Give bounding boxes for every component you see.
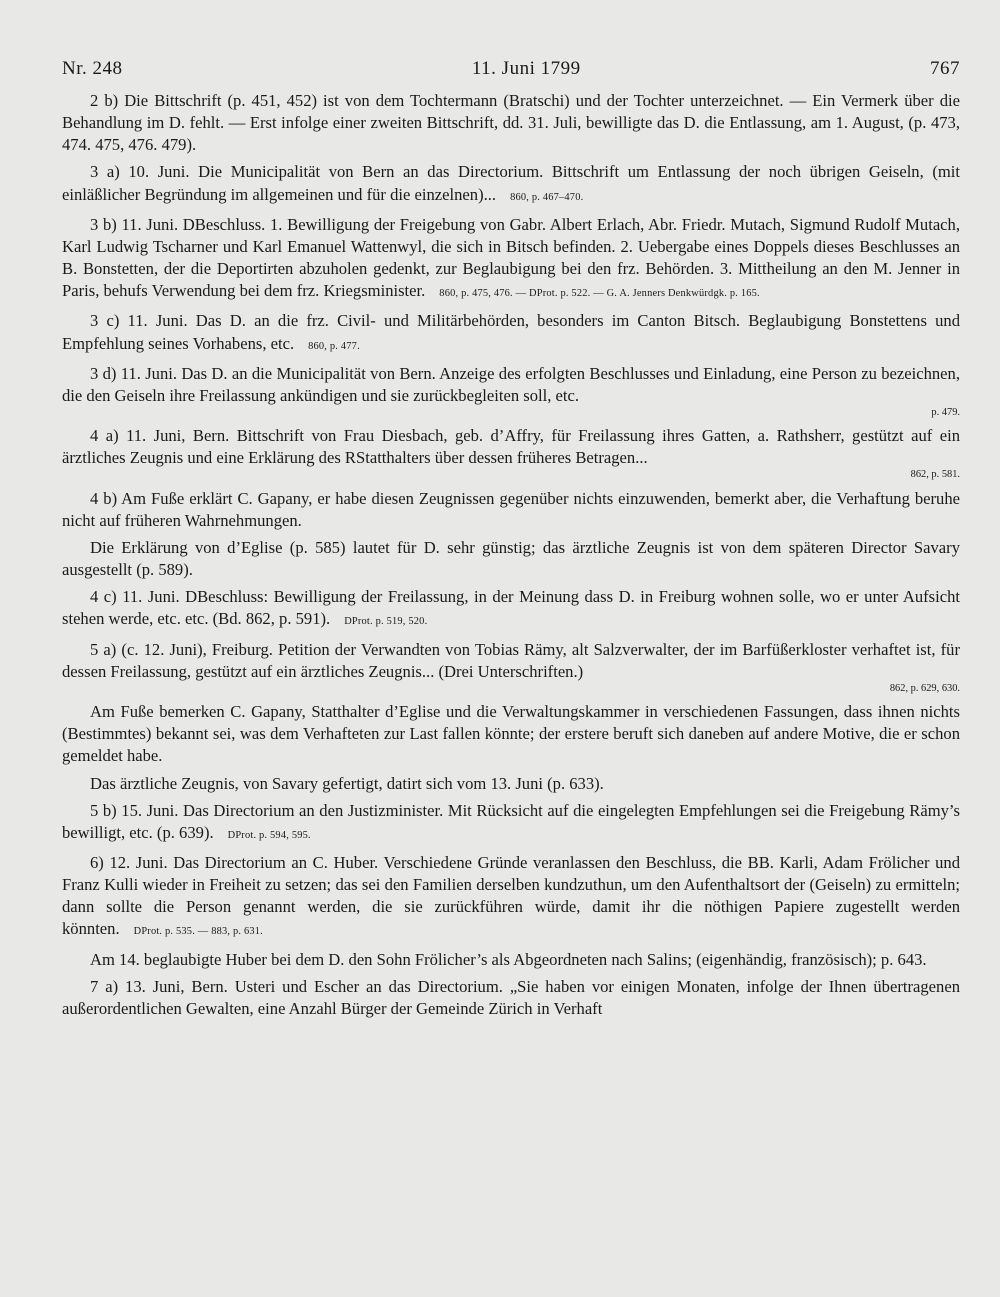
entry-text: Die Erklärung von d’Eglise (p. 585) lautet für D. sehr günstig; das ärztliche Zeugnis ist von dem späteren Director Savary ausgestellt (p. 589). [62,537,960,579]
archive-reference: DProt. p. 594, 595. [227,829,311,841]
entry-text: Am 14. beglaubigte Huber bei dem D. den Sohn Frölicher’s als Abgeordneten nach Salins; (eigenhändig, französisch); p. 643. [90,949,927,969]
entry-text: 3 a) 10. Juni. Die Municipalität von Bern an das Directorium. Bittschrift um Entlassung der noch übrigen Geiseln, (mit einläßlicher Begründung im allgemeinen und für die einzelnen)... [62,162,960,204]
entry-5a [62,639,960,696]
entry-5b [62,800,960,847]
entry-text: 4 c) 11. Juni. DBeschluss: Bewilligung der Freilassung, in der Meinung dass D. in Freiburg wohnen solle, wo er unter Aufsicht stehen werde, etc. etc. (Bd. 862, p. 591). [62,587,960,629]
archive-reference: DProt. p. 519, 520. [344,616,428,628]
entry-text: 7 a) 13. Juni, Bern. Usteri und Escher an das Directorium. „Sie haben vor einigen Monaten, infolge der Ihnen übertragenen außerordentlichen Gewalten, eine Anzahl Bürger der Gemeinde Zürich in Verhaft [62,977,960,1019]
entry-6-note [62,949,960,971]
entry-text: 3 c) 11. Juni. Das D. an die frz. Civil- und Militärbehörden, besonders im Canton Bitsch. Beglaubigung Bonstettens und Empfehlung seines Vorhabens, etc. [62,311,960,353]
entry-7a [62,976,960,1020]
entry-5a-certificate [62,773,960,795]
page-number: 767 [930,58,960,79]
page-date: 11. Juni 1799 [471,58,581,79]
entry-text: 6) 12. Juni. Das Directorium an C. Huber. Verschiedene Gründe veranlassen den Beschluss, die BB. Karli, Adam Frölicher und Franz Kulli wieder in Freiheit zu setzen; das sei den Familien derselben kundzuthun, um den Aufenthaltsort der (Geiseln) zu ermitteln; dann sollte die Person genannt werden, die sie zurückführen würde, damit ihr die nöthigen Papiere zugestellt werden könnten. [62,853,960,939]
archive-reference: 862, p. 629, 630. [889,682,960,694]
entry-text: 4 b) Am Fuße erklärt C. Gapany, er habe diesen Zeugnissen gegenüber nichts einzuwenden, bemerkt aber, die Verhaftung beruhe nicht auf früheren Wahrnehmungen. [62,488,960,530]
entry-text: Das ärztliche Zeugnis, von Savary gefertigt, datirt sich vom 13. Juni (p. 633). [90,773,604,793]
entry-5a-note [62,701,960,767]
entry-3c [62,310,960,357]
entry-text: 5 a) (c. 12. Juni), Freiburg. Petition der Verwandten von Tobias Rämy, alt Salzverwalter, der im Barfüßerkloster verhaftet ist, für dessen Freilassung, gestützt auf ein ärztliches Zeugnis... (Drei Unterschriften.) [62,639,960,681]
entry-text: 3 d) 11. Juni. Das D. an die Municipalität von Bern. Anzeige des erfolgten Beschlusses und Einladung, eine Person zu bezeichnen, die den Geiseln ihre Freilassung ankündigen und sie zurückbegleiten soll, etc. [62,363,960,405]
entry-text: 3 b) 11. Juni. DBeschluss. 1. Bewilligung der Freigebung von Gabr. Albert Erlach, Abr. Friedr. Mutach, Sigmund Rudolf Mutach, Karl Ludwig Tscharner und Karl Emanuel Wattenwyl, die sich in Bitsch befinden. 2. Uebergabe eines Doppels dieses Beschlusses an B. Bonstetten, der die Deportirten abzuholen gedenkt, zur Beglaubigung bei den frz. Behörden. 3. Mittheilung an den M. Jenner in Paris, behufs Verwendung bei dem frz. Kriegsminister. [62,214,960,301]
document-number: Nr. 248 [62,58,123,79]
entry-4b-note [62,537,960,581]
entry-4a [62,425,960,482]
archive-reference: 860, p. 477. [308,340,360,352]
entry-3d [62,363,960,420]
entry-6 [62,852,960,943]
entry-text: 2 b) Die Bittschrift (p. 451, 452) ist von dem Tochtermann (Bratschi) und der Tochter unterzeichnet. — Ein Vermerk über die Behandlung im D. fehlt. — Erst infolge einer zweiten Bittschrift, dd. 31. Juli, bewilligte das D. die Entlassung, am 1. August, (p. 473, 474. 475, 476. 479). [62,91,960,155]
entry-3b [62,214,960,305]
entry-3a [62,161,960,208]
entry-text: Am Fuße bemerken C. Gapany, Statthalter d’Eglise und die Verwaltungskammer in verschiedenen Fassungen, dass ihnen nichts (Bestimmtes) bekannt sei, was dem Verhafteten zur Last fallen könnte; der erstere beruft sich daneben auf andere Motive, die er schon gemeldet habe. [62,702,960,766]
archive-reference: 862, p. 581. [910,469,960,481]
entry-text: 4 a) 11. Juni, Bern. Bittschrift von Frau Diesbach, geb. d’Affry, für Freilassung ihres Gatten, a. Rathsherr, gestützt auf ein ärztliches Zeugnis und eine Erklärung des RStatthalters über dessen früheres Betragen... [62,426,960,468]
entries-body [62,90,960,1020]
archive-reference: 860, p. 467–470. [510,191,584,203]
archive-reference: DProt. p. 535. — 883, p. 631. [133,926,263,938]
entry-2b [62,90,960,156]
page-header [62,58,960,80]
entry-4c [62,586,960,633]
archive-reference: p. 479. [931,406,960,418]
entry-text: 5 b) 15. Juni. Das Directorium an den Justizminister. Mit Rücksicht auf die eingelegten Empfehlungen sei die Freigebung Rämy’s bewilligt, etc. (p. 639). [62,800,960,842]
entry-4b [62,488,960,532]
archive-reference: 860, p. 475, 476. — DProt. p. 522. — G. A. Jenners Denkwürdgk. p. 165. [439,288,760,300]
